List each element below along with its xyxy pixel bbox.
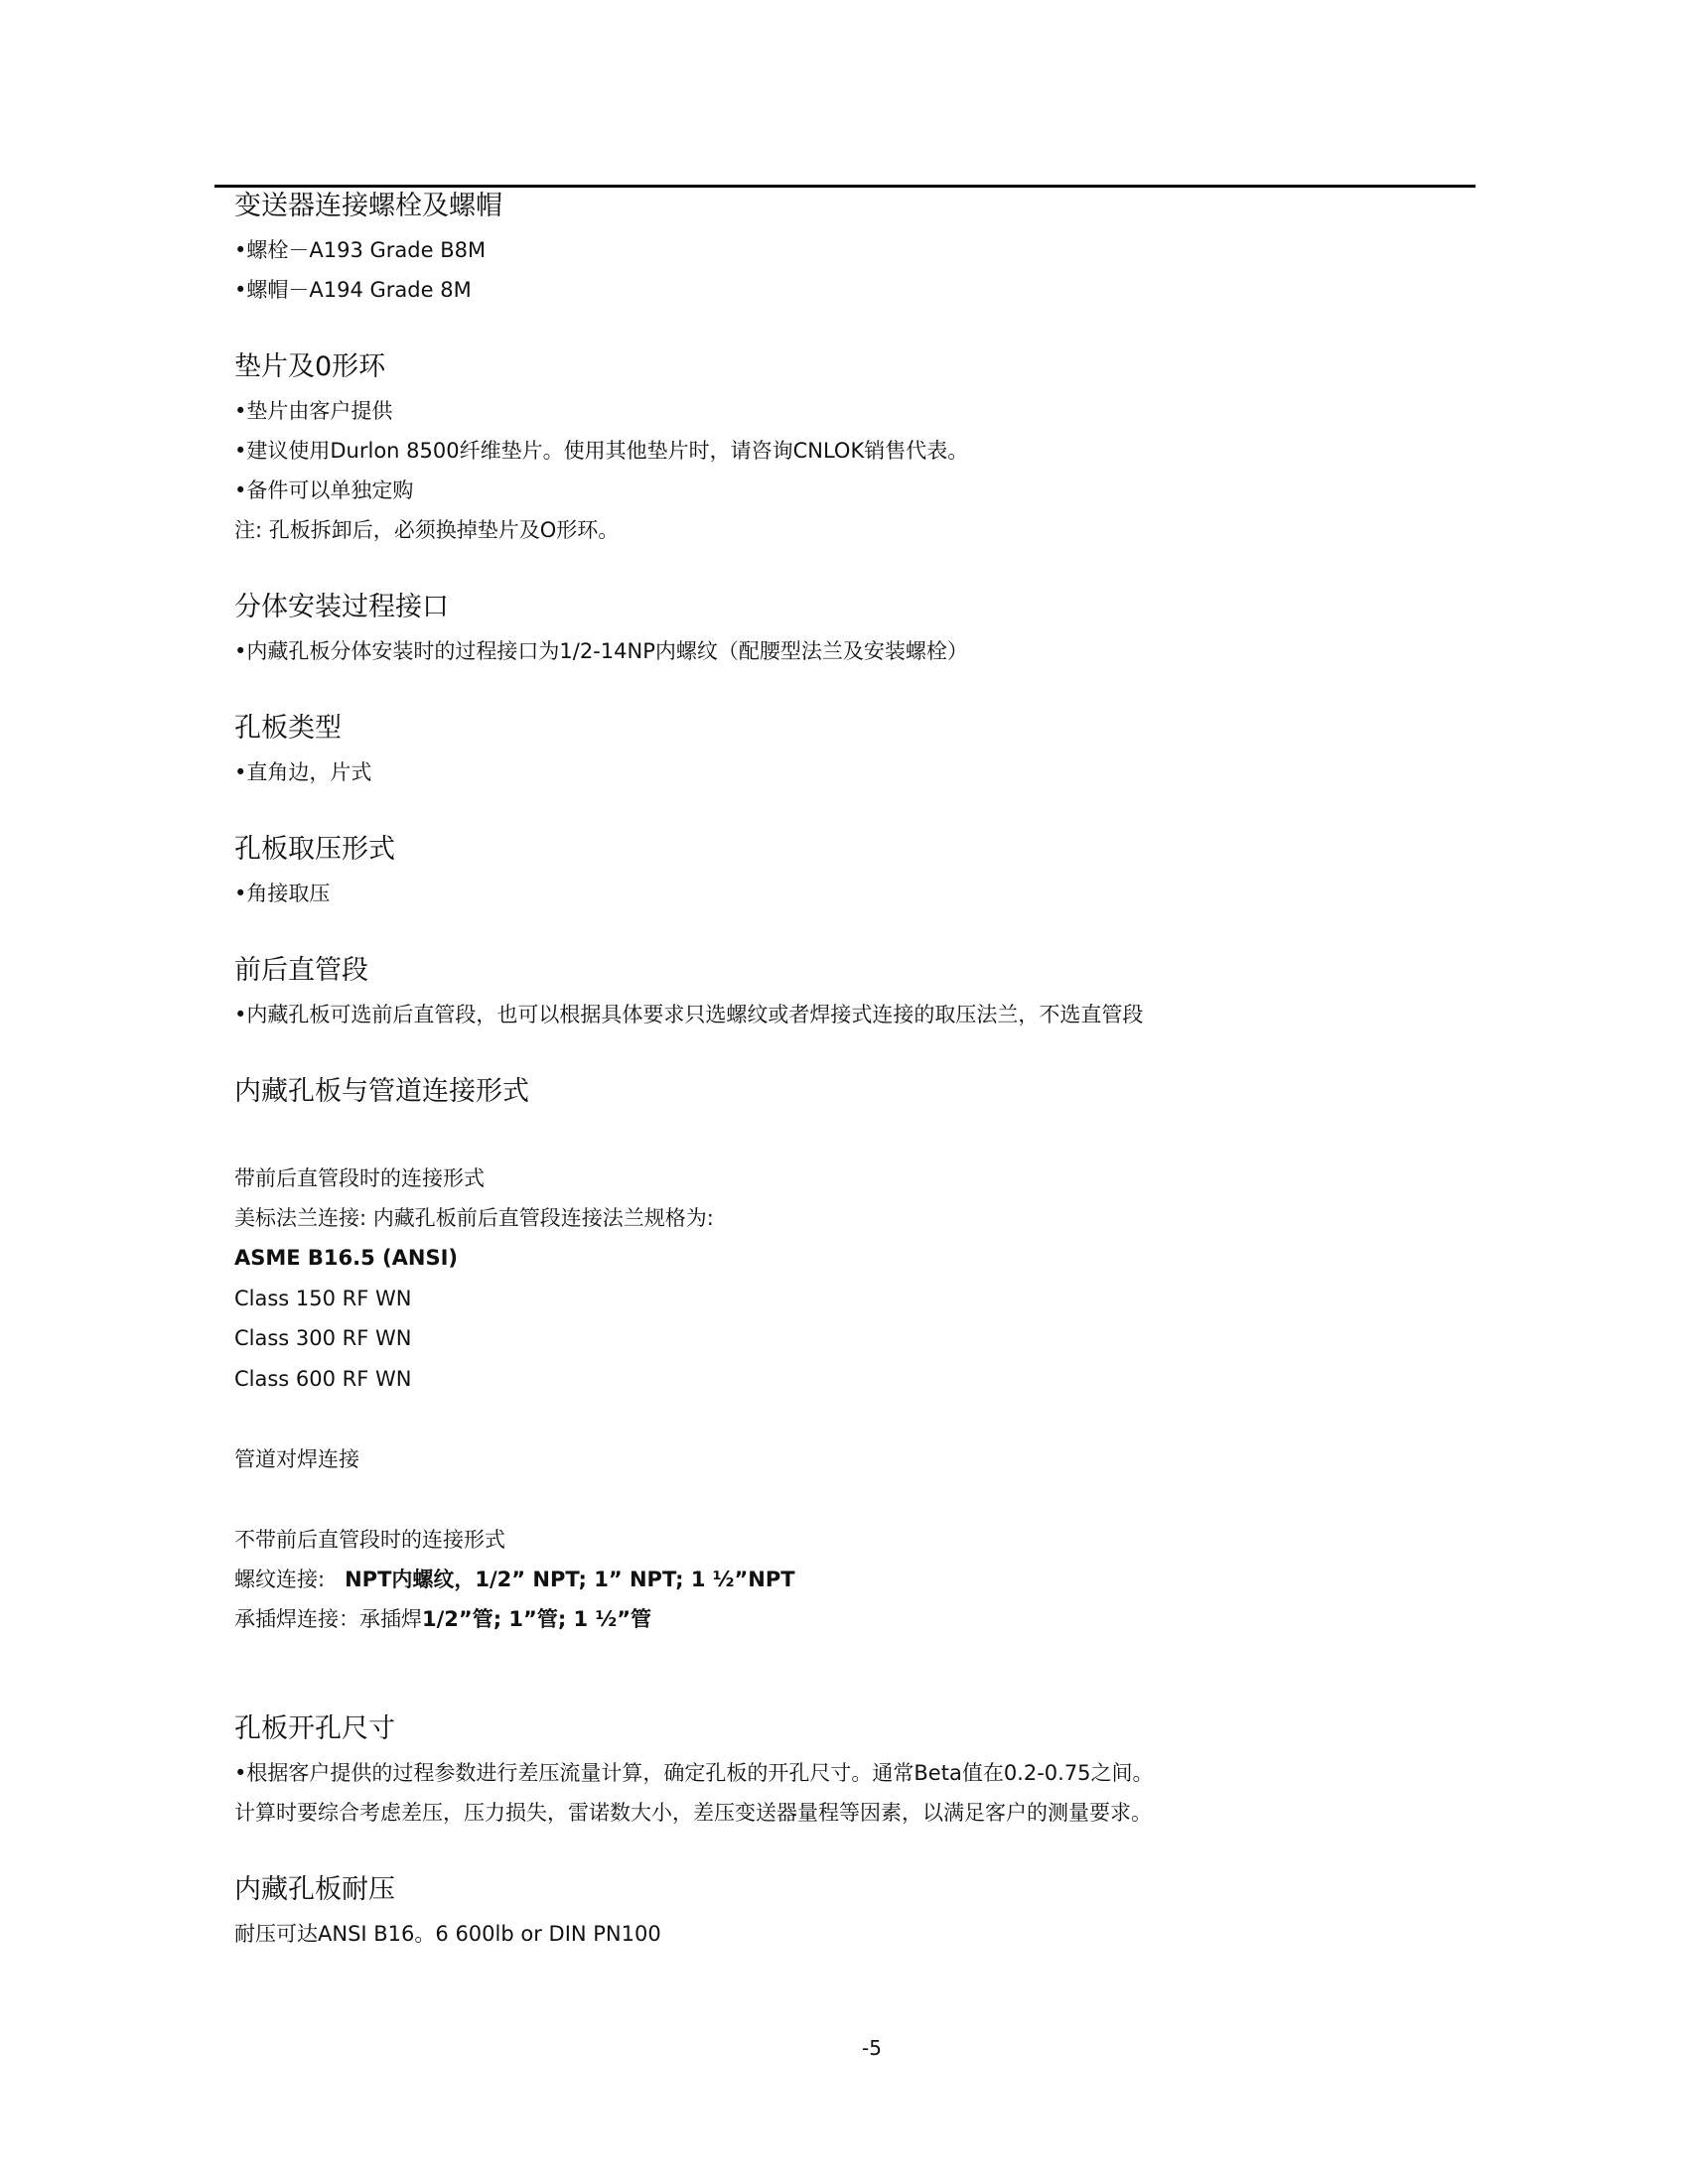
butt-weld-line: 管道对焊连接 — [234, 1447, 359, 1471]
with-pipe-subtitle: 带前后直管段时的连接形式 — [234, 1166, 485, 1190]
gasket-line-1: •垫片由客户提供 — [234, 399, 393, 423]
flange-class-150: Class 150 RF WN — [234, 1287, 412, 1310]
remote-mount-line: •内藏孔板分体安装时的过程接口为1/2-14NP内螺纹（配腰型法兰及安装螺栓） — [234, 639, 968, 663]
socket-weld-label: 承插焊连接：承插焊 — [234, 1607, 422, 1631]
gasket-line-3: •备件可以单独定购 — [234, 478, 414, 502]
tap-type-line: •角接取压 — [234, 882, 331, 905]
section-title-remote-mount: 分体安装过程接口 — [234, 592, 449, 622]
section-title-pipe-connection: 内藏孔板与管道连接形式 — [234, 1076, 529, 1107]
without-pipe-subtitle: 不带前后直管段时的连接形式 — [234, 1528, 505, 1552]
bolt-spec: •螺栓－A193 Grade B8M — [234, 238, 487, 262]
pressure-rating-line: 耐压可达ANSI B16。6 600lb or DIN PN100 — [234, 1922, 661, 1946]
socket-weld-line — [234, 1605, 651, 1633]
section-title-straight-pipe: 前后直管段 — [234, 955, 368, 986]
flange-class-600: Class 600 RF WN — [234, 1367, 412, 1391]
section-title-tap-type: 孔板取压形式 — [234, 834, 395, 865]
thread-connection-value: NPT内螺纹，1/2” NPT; 1” NPT; 1 ½”NPT — [345, 1568, 795, 1591]
section-title-gaskets: 垫片及0形环 — [234, 351, 386, 382]
page-number: -5 — [862, 2036, 882, 2060]
straight-pipe-line: •内藏孔板可选前后直管段，也可以根据具体要求只选螺纹或者焊接式连接的取压法兰，不选直管段 — [234, 1003, 1144, 1026]
flange-class-300: Class 300 RF WN — [234, 1326, 412, 1350]
nut-spec: •螺帽－A194 Grade 8M — [234, 278, 472, 302]
gasket-note: 注: 孔板拆卸后，必须换掉垫片及O形环。 — [234, 518, 620, 542]
socket-weld-value: 1/2”管; 1”管; 1 ½”管 — [422, 1607, 651, 1631]
section-title-bolts: 变送器连接螺栓及螺帽 — [234, 191, 502, 221]
thread-connection-label: 螺纹连接: — [234, 1568, 326, 1591]
top-rule — [214, 185, 1476, 188]
flange-standard: ASME B16.5 (ANSI) — [234, 1246, 459, 1270]
section-title-plate-type: 孔板类型 — [234, 713, 342, 744]
section-title-pressure-rating: 内藏孔板耐压 — [234, 1874, 395, 1905]
gasket-line-2: •建议使用Durlon 8500纤维垫片。使用其他垫片时，请咨询CNLOK销售代表。 — [234, 439, 969, 463]
thread-connection-line — [234, 1566, 795, 1593]
plate-type-line: •直角边，片式 — [234, 760, 372, 784]
bore-size-line-2: 计算时要综合考虑差压，压力损失，雷诺数大小，差压变送器量程等因素，以满足客户的测量要求。 — [234, 1801, 1152, 1825]
section-title-bore-size: 孔板开孔尺寸 — [234, 1713, 395, 1744]
flange-intro: 美标法兰连接: 内藏孔板前后直管段连接法兰规格为: — [234, 1206, 714, 1230]
bore-size-line-1: •根据客户提供的过程参数进行差压流量计算，确定孔板的开孔尺寸。通常Beta值在0.2-0.75之间。 — [234, 1761, 1154, 1785]
